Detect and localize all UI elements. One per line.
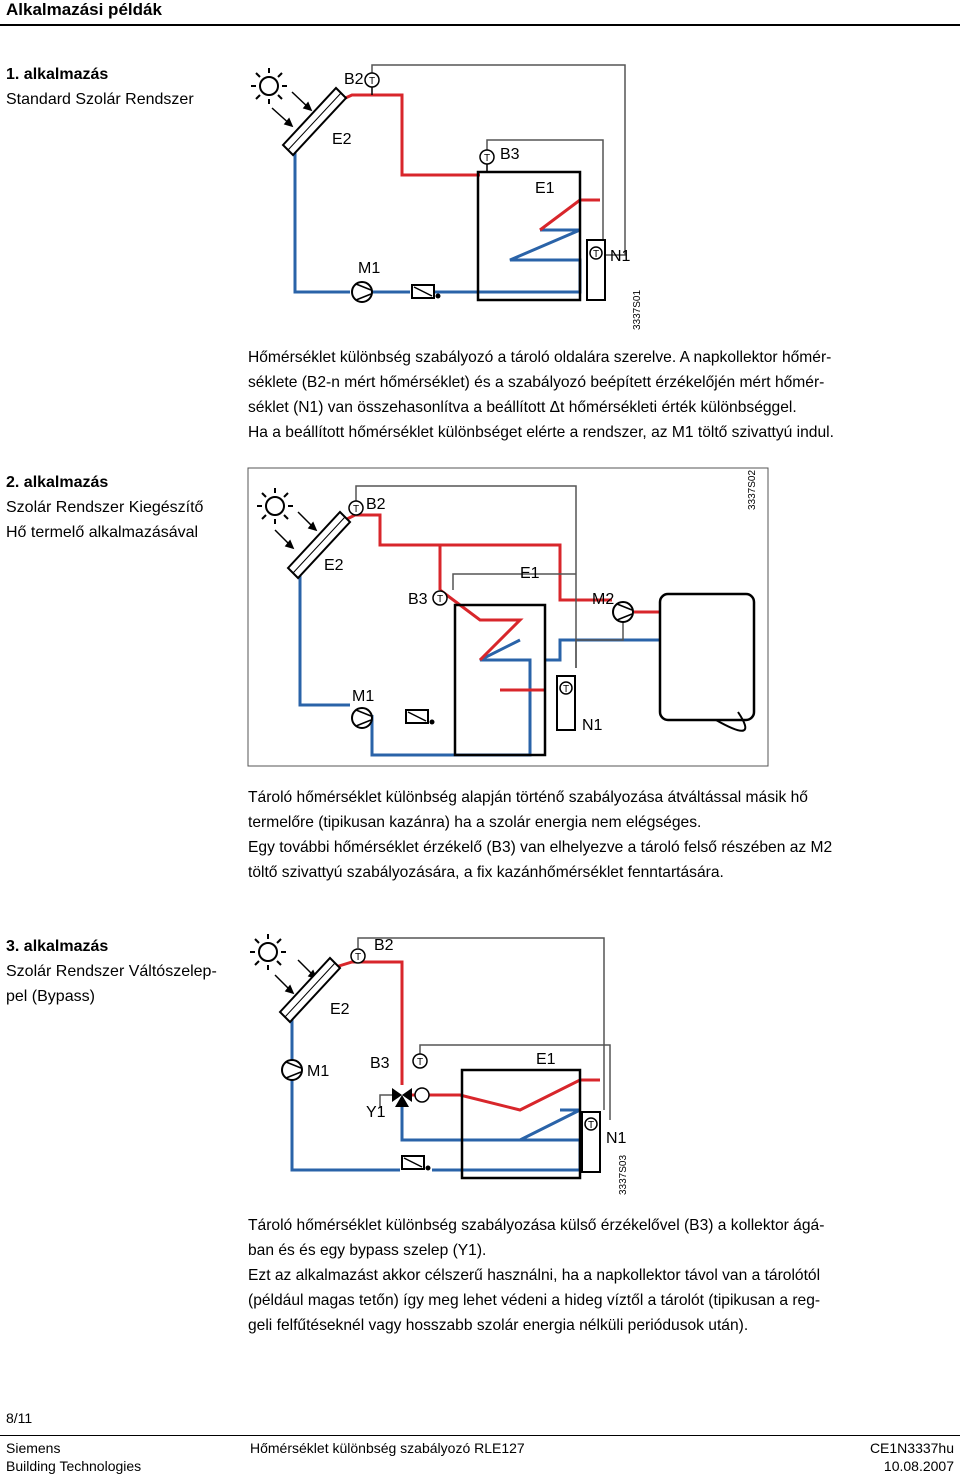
diagram-code-2: 3337S02 bbox=[747, 469, 758, 510]
header-title: Alkalmazási példák bbox=[6, 0, 162, 19]
section-1-name: Standard Szolár Rendszer bbox=[6, 91, 194, 108]
sun-icon bbox=[257, 488, 293, 524]
label-b3: B3 bbox=[408, 591, 428, 608]
page-number: 8/11 bbox=[6, 1410, 33, 1426]
paragraph-line: séklet (N1) van összehasonlítva a beállított Δt hőmérsékleti érték különbséggel. bbox=[248, 399, 797, 416]
page-header bbox=[0, 0, 960, 26]
sensor-b3 bbox=[433, 591, 447, 605]
section-3-name-line2: pel (Bypass) bbox=[6, 988, 95, 1005]
paragraph-line: Hőmérséklet különbség szabályozó a tároló oldalára szerelve. A napkollektor hőmér- bbox=[248, 349, 832, 366]
sensor-b2 bbox=[365, 73, 379, 95]
paragraph-line: termelőre (tipikusan kazánra) ha a szolár energia nem elégséges. bbox=[248, 814, 702, 831]
controller-n1 bbox=[557, 676, 575, 730]
diagram-3 bbox=[0, 925, 960, 1200]
sun-icon bbox=[251, 68, 287, 104]
paragraph-line: Egy további hőmérséklet érzékelő (B3) van elhelyezve a tároló felső részében az M2 bbox=[248, 839, 833, 856]
label-e2: E2 bbox=[330, 1001, 350, 1018]
pump-m2 bbox=[613, 602, 633, 622]
bypass-valve-y1[interactable] bbox=[392, 1088, 429, 1107]
sensor-b2 bbox=[349, 501, 363, 515]
svg-text:T: T bbox=[436, 594, 444, 605]
label-b2: B2 bbox=[374, 937, 394, 954]
controller-n1 bbox=[582, 1112, 600, 1172]
paragraph-line: Tároló hőmérséklet különbség alapján történő szabályozása átváltással másik hő bbox=[248, 789, 808, 806]
label-m1: M1 bbox=[358, 260, 381, 277]
pump-m1 bbox=[282, 1060, 302, 1080]
footer-doc-title: Hőmérséklet különbség szabályozó RLE127 bbox=[250, 1440, 525, 1456]
sensor-b2 bbox=[351, 949, 365, 963]
footer-doc-id: CE1N3337hu bbox=[869, 1440, 954, 1456]
pump-m1 bbox=[352, 282, 372, 302]
section-2-name-line1: Szolár Rendszer Kiegészítő bbox=[6, 499, 204, 516]
paragraph-line: séklete (B2-n mért hőmérséklet) és a szabályozó beépített érzékelőjén mért hőmér- bbox=[248, 374, 825, 391]
footer-divider bbox=[0, 1435, 960, 1436]
paragraph-line: töltő szivattyú szabályozására, a fix kazánhőmérséklet fenntartására. bbox=[248, 864, 724, 881]
check-valve bbox=[406, 710, 435, 725]
svg-text:T: T bbox=[592, 249, 600, 260]
label-e2: E2 bbox=[324, 557, 344, 574]
paragraph-line: ban és és egy bypass szelep (Y1). bbox=[248, 1242, 487, 1259]
label-m2: M2 bbox=[592, 591, 615, 608]
sun-rays bbox=[275, 512, 316, 548]
label-m1: M1 bbox=[307, 1063, 330, 1080]
check-valve bbox=[402, 1156, 431, 1171]
label-n1: N1 bbox=[582, 717, 603, 734]
footer-division: Building Technologies bbox=[6, 1458, 142, 1474]
paragraph-line: geli felfűtéseknél vagy hosszabb szolár energia nélküli periódusok után). bbox=[248, 1317, 749, 1334]
label-n1: N1 bbox=[606, 1130, 627, 1147]
diagram-1 bbox=[0, 40, 960, 340]
svg-text:T: T bbox=[352, 504, 360, 515]
svg-text:T: T bbox=[483, 153, 491, 164]
svg-text:T: T bbox=[368, 76, 376, 87]
sensor-b3 bbox=[480, 150, 494, 172]
section-1-text bbox=[248, 345, 948, 445]
paragraph-line: Ezt az alkalmazást akkor célszerű használni, ha a napkollektor távol van a tárolótól bbox=[248, 1267, 821, 1284]
sun-icon bbox=[250, 934, 286, 970]
label-y1: Y1 bbox=[366, 1104, 386, 1121]
diagram-2 bbox=[0, 460, 960, 780]
diagram-code-3: 3337S03 bbox=[618, 1154, 629, 1195]
label-m1: M1 bbox=[352, 688, 375, 705]
footer-company: Siemens bbox=[6, 1440, 61, 1456]
storage-tank bbox=[462, 1070, 580, 1178]
svg-text:T: T bbox=[416, 1057, 424, 1068]
section-2-text bbox=[248, 785, 948, 885]
control-wires-1 bbox=[372, 65, 625, 255]
boiler bbox=[660, 594, 754, 731]
section-1-number: 1. alkalmazás bbox=[6, 66, 109, 83]
label-b3: B3 bbox=[370, 1055, 390, 1072]
sensor-b3 bbox=[413, 1054, 427, 1068]
control-wires-2 bbox=[356, 486, 623, 668]
svg-text:T: T bbox=[562, 684, 570, 695]
label-n1: N1 bbox=[610, 248, 631, 265]
section-2-name-line2: Hő termelő alkalmazásával bbox=[6, 524, 199, 541]
label-e1: E1 bbox=[536, 1051, 556, 1068]
label-e1: E1 bbox=[535, 180, 555, 197]
paragraph-line: (például magas tetőn) így meg lehet védeni a hideg víztől a tárolót (tipikusan a reg- bbox=[248, 1292, 821, 1309]
paragraph-line: Ha a beállított hőmérséklet különbséget elérte a rendszer, az M1 töltő szivattyú indul. bbox=[248, 424, 834, 441]
label-b3: B3 bbox=[500, 146, 520, 163]
svg-text:T: T bbox=[587, 1120, 595, 1131]
controller-n1 bbox=[587, 240, 605, 300]
label-b2: B2 bbox=[366, 496, 386, 513]
pump-m1 bbox=[352, 708, 372, 728]
label-e2: E2 bbox=[332, 131, 352, 148]
section-3-number: 3. alkalmazás bbox=[6, 938, 109, 955]
footer-date: 10.08.2007 bbox=[883, 1458, 954, 1474]
section-3-text bbox=[248, 1213, 948, 1338]
paragraph-line: Tároló hőmérséklet különbség szabályozása külső érzékelővel (B3) a kollektor ágá- bbox=[248, 1217, 825, 1234]
section-3-name-line1: Szolár Rendszer Váltószelep- bbox=[6, 963, 217, 980]
diagram-code-1: 3337S01 bbox=[632, 289, 643, 330]
svg-text:T: T bbox=[354, 952, 362, 963]
label-b2: B2 bbox=[344, 71, 364, 88]
label-e1: E1 bbox=[520, 565, 540, 582]
section-2-number: 2. alkalmazás bbox=[6, 474, 109, 491]
